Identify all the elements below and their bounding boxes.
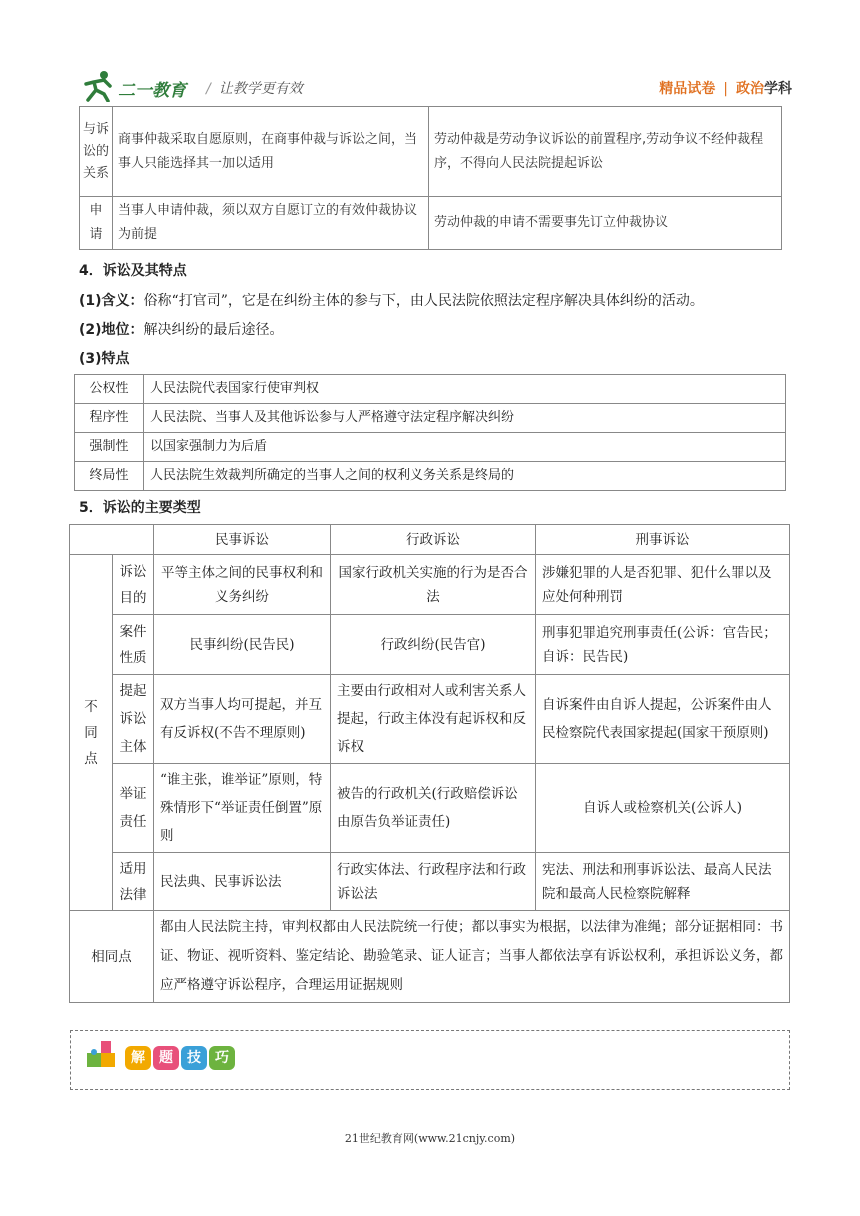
- civil-cell: 双方当事人均可提起，并互有反诉权(不告不理原则): [154, 675, 331, 764]
- admin-cell: 主要由行政相对人或利害关系人提起，行政主体没有起诉权和反诉权: [331, 675, 536, 764]
- row-key: 举证责任: [113, 764, 154, 853]
- row-key: 案件性质: [113, 615, 154, 675]
- status-paragraph: (2)地位：解决纠纷的最后途径。: [79, 322, 284, 338]
- tip-char: 解: [125, 1046, 151, 1070]
- litigation-types-table: [69, 524, 790, 1003]
- tip-char: 技: [181, 1046, 207, 1070]
- table-row: [70, 675, 790, 764]
- section-title-5: 5．诉讼的主要类型: [79, 500, 201, 516]
- table-row: [80, 107, 782, 197]
- table-row: [75, 462, 786, 491]
- admin-cell: 行政实体法、行政程序法和行政诉讼法: [331, 853, 536, 911]
- commercial-cell: 商事仲裁采取自愿原则，在商事仲裁与诉讼之间，当事人只能选择其一加以适用: [113, 107, 429, 197]
- labor-cell: 劳动仲裁的申请不需要事先订立仲裁协议: [429, 197, 782, 250]
- row-key: 诉讼目的: [113, 555, 154, 615]
- criminal-cell: 自诉案件由自诉人提起，公诉案件由人民检察院代表国家提起(国家干预原则): [536, 675, 790, 764]
- feature-value: 人民法院、当事人及其他诉讼参与人严格遵守法定程序解决纠纷: [144, 404, 786, 433]
- header-subject: 精品试卷 | 政治学科: [659, 81, 792, 97]
- feature-key: 公权性: [75, 375, 144, 404]
- admin-cell: 被告的行政机关(行政赔偿诉讼由原告负举证责任): [331, 764, 536, 853]
- page-footer: 21世纪教育网(www.21cnjy.com): [344, 1132, 516, 1145]
- features-table: [74, 374, 786, 491]
- table-row: [70, 911, 790, 1003]
- criminal-cell: 涉嫌犯罪的人是否犯罪、犯什么罪以及应处何种刑罚: [536, 555, 790, 615]
- admin-cell: 行政纠纷(民告官): [331, 615, 536, 675]
- slogan: / 让教学更有效: [206, 81, 303, 97]
- puzzle-icon: [85, 1039, 119, 1073]
- table-header-row: [70, 525, 790, 555]
- brand-name: 二一教育: [118, 81, 186, 101]
- feature-key: 程序性: [75, 404, 144, 433]
- page-header: [80, 68, 792, 106]
- runner-logo-icon: [82, 70, 116, 102]
- feature-value: 以国家强制力为后盾: [144, 433, 786, 462]
- column-header: 民事诉讼: [154, 525, 331, 555]
- tip-char: 巧: [209, 1046, 235, 1070]
- table-row: [70, 764, 790, 853]
- feature-value: 人民法院生效裁判所确定的当事人之间的权利义务关系是终局的: [144, 462, 786, 491]
- criminal-cell: 自诉人或检察机关(公诉人): [536, 764, 790, 853]
- same-text: 都由人民法院主持，审判权都由人民法院统一行使；都以事实为根据，以法律为准绳；部分证据相同：书证、物证、视听资料、鉴定结论、勘验笔录、证人证言；当事人都依法享有诉讼权利，承担诉讼义务，都应严格遵守诉讼程序，合理运用证据规则: [154, 911, 790, 1003]
- empty-corner: [70, 525, 154, 555]
- civil-cell: “谁主张，谁举证”原则，特殊情形下“举证责任倒置”原则: [154, 764, 331, 853]
- table-row: [75, 375, 786, 404]
- row-key: 提起诉讼主体: [113, 675, 154, 764]
- commercial-cell: 当事人申请仲裁，须以双方自愿订立的有效仲裁协议为前提: [113, 197, 429, 250]
- feature-value: 人民法院代表国家行使审判权: [144, 375, 786, 404]
- same-label: 相同点: [70, 911, 154, 1003]
- tips-box: [70, 1030, 790, 1090]
- civil-cell: 民事纠纷(民告民): [154, 615, 331, 675]
- row-head: 申请: [80, 197, 113, 250]
- section-title-4: 4．诉讼及其特点: [79, 263, 187, 279]
- table-row: [70, 555, 790, 615]
- admin-cell: 国家行政机关实施的行为是否合法: [331, 555, 536, 615]
- table-row: [75, 433, 786, 462]
- arbitration-table: [79, 106, 782, 250]
- table-row: [75, 404, 786, 433]
- civil-cell: 平等主体之间的民事权利和义务纠纷: [154, 555, 331, 615]
- definition-paragraph: (1)含义：俗称“打官司”，它是在纠纷主体的参与下，由人民法院依照法定程序解决具体纠纷的活动。: [79, 293, 704, 309]
- criminal-cell: 宪法、刑法和刑事诉讼法、最高人民法院和最高人民检察院解释: [536, 853, 790, 911]
- row-key: 适用法律: [113, 853, 154, 911]
- row-head: 与诉讼的关系: [80, 107, 113, 197]
- feature-key: 强制性: [75, 433, 144, 462]
- table-row: [70, 853, 790, 911]
- tip-char: 题: [153, 1046, 179, 1070]
- feature-key: 终局性: [75, 462, 144, 491]
- column-header: 刑事诉讼: [536, 525, 790, 555]
- column-header: 行政诉讼: [331, 525, 536, 555]
- labor-cell: 劳动仲裁是劳动争议诉讼的前置程序,劳动争议不经仲裁程序，不得向人民法院提起诉讼: [429, 107, 782, 197]
- features-label: (3)特点: [79, 351, 130, 367]
- group-label: 不同点: [70, 555, 113, 911]
- criminal-cell: 刑事犯罪追究刑事责任(公诉：官告民；自诉：民告民): [536, 615, 790, 675]
- civil-cell: 民法典、民事诉讼法: [154, 853, 331, 911]
- table-row: [70, 615, 790, 675]
- table-row: [80, 197, 782, 250]
